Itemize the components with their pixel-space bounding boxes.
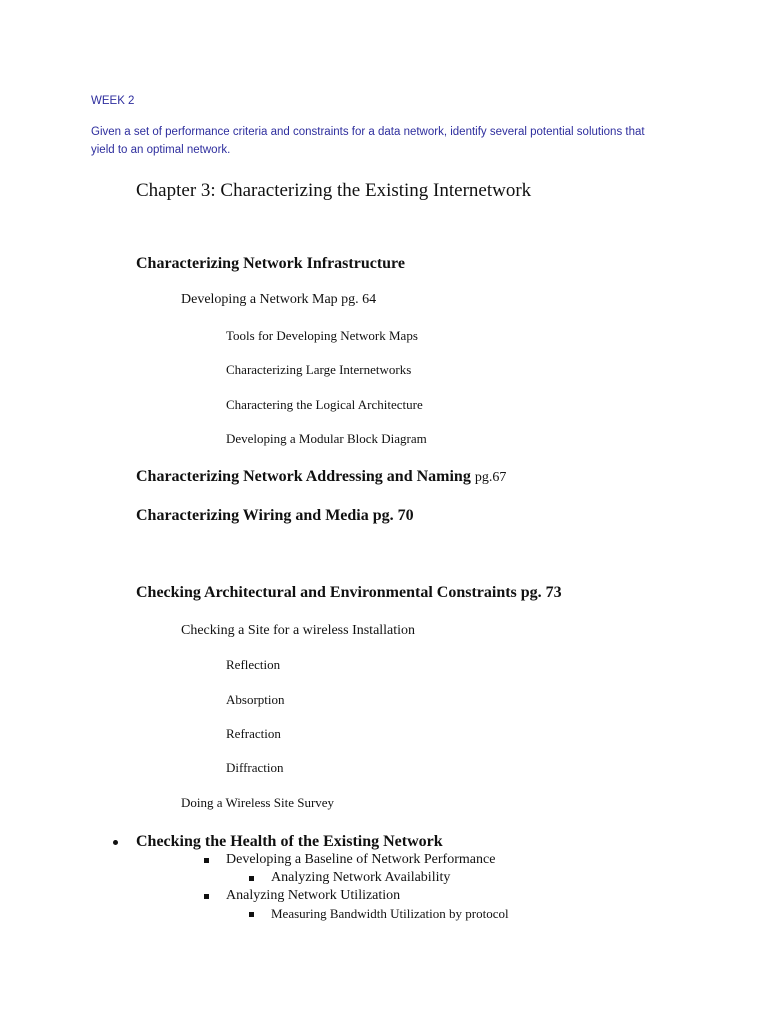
chapter-title: Chapter 3: Characterizing the Existing Internetwork	[136, 180, 532, 201]
section-addressing-title	[136, 468, 506, 486]
bullet-square	[204, 894, 209, 899]
section-wiring-title: Characterizing Wiring and Media pg. 70	[136, 507, 414, 524]
infrastructure-item: Charactering the Logical Architecture	[226, 397, 423, 412]
availability-item: Analyzing Network Availability	[271, 870, 451, 885]
site-heading: Checking a Site for a wireless Installation	[181, 623, 416, 638]
section-constraints-title: Checking Architectural and Environmental Constraints pg. 73	[136, 584, 562, 601]
objective-line-2: yield to an optimal network.	[91, 144, 231, 156]
week-label: WEEK 2	[91, 95, 135, 107]
addressing-page-ref: pg.67	[474, 470, 507, 485]
baseline-item: Developing a Baseline of Network Performance	[226, 852, 496, 867]
bullet-square	[204, 858, 209, 863]
constraint-item: Reflection	[226, 657, 281, 672]
infrastructure-item: Characterizing Large Internetworks	[226, 362, 412, 377]
network-map-heading: Developing a Network Map pg. 64	[181, 292, 377, 307]
constraint-item: Diffraction	[226, 760, 284, 775]
utilization-item: Analyzing Network Utilization	[226, 888, 401, 903]
infrastructure-item: Developing a Modular Block Diagram	[226, 431, 427, 446]
objective-line-1: Given a set of performance criteria and constraints for a data network, identify several potential solutions that	[91, 126, 645, 138]
addressing-title-text: Characterizing Network Addressing and Naming	[136, 468, 471, 485]
infrastructure-item: Tools for Developing Network Maps	[226, 328, 418, 343]
site-survey-heading: Doing a Wireless Site Survey	[181, 795, 335, 810]
bullet-dot	[113, 840, 118, 845]
bullet-square	[249, 912, 254, 917]
bandwidth-item: Measuring Bandwidth Utilization by protocol	[271, 906, 509, 921]
section-health-title: Checking the Health of the Existing Network	[136, 833, 443, 850]
bullet-square	[249, 876, 254, 881]
constraint-item: Absorption	[226, 692, 285, 707]
constraint-item: Refraction	[226, 726, 281, 741]
section-infrastructure-title: Characterizing Network Infrastructure	[136, 255, 405, 272]
